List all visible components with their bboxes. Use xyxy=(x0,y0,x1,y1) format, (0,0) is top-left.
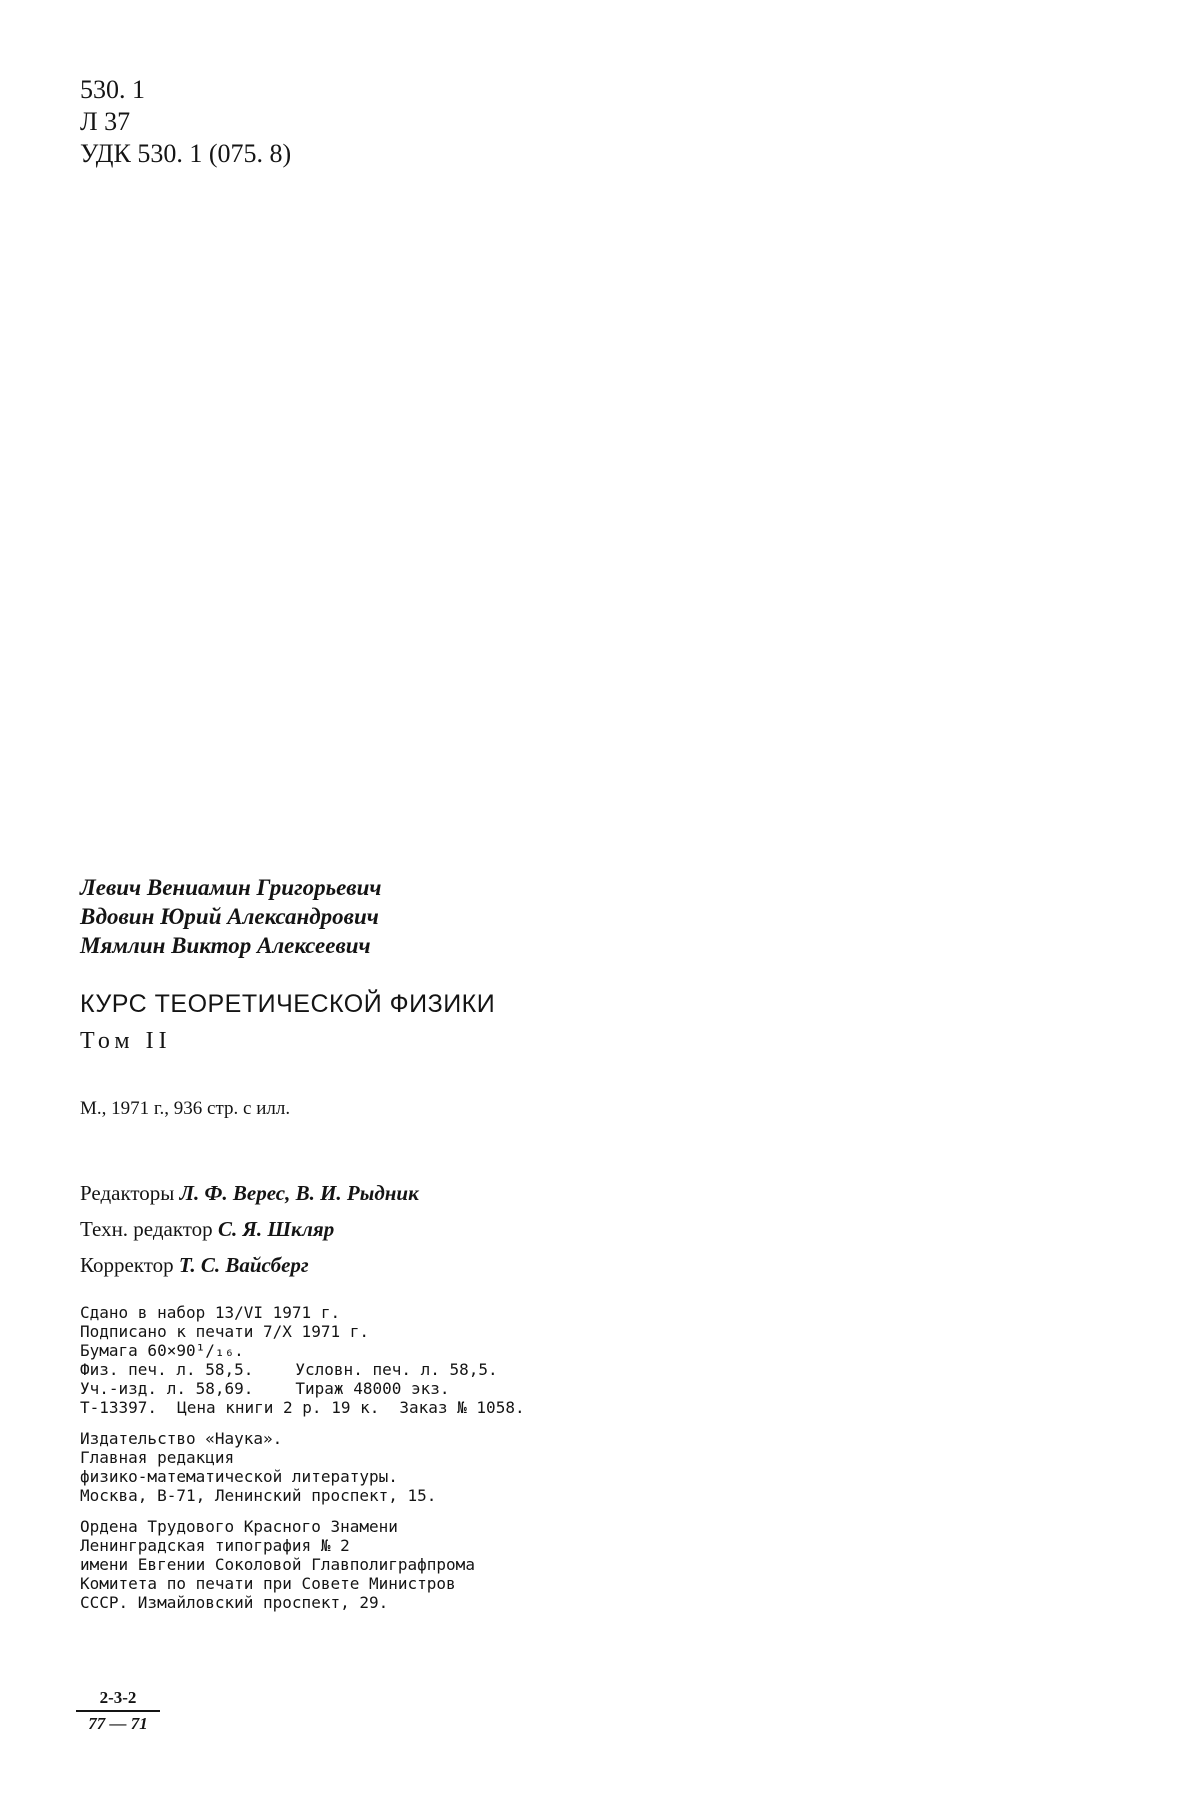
typesetting-date: Сдано в набор 13/VI 1971 г. xyxy=(80,1303,341,1322)
classification-codes xyxy=(80,74,291,170)
printer-line: Комитета по печати при Совете Министров xyxy=(80,1574,456,1593)
author-name: Вдовин Юрий Александрович xyxy=(80,904,379,929)
publisher-line: Москва, В-71, Ленинский проспект, 15. xyxy=(80,1486,437,1505)
publication-imprint: М., 1971 г., 936 стр. с илл. xyxy=(80,1098,291,1119)
printer-line: СССР. Измайловский проспект, 29. xyxy=(80,1593,389,1612)
printer-line: Ордена Трудового Красного Знамени xyxy=(80,1517,398,1536)
order-line xyxy=(80,1398,525,1417)
author-name: Левич Вениамин Григорьевич xyxy=(80,875,382,900)
author-name: Мямлин Виктор Алексеевич xyxy=(80,933,371,958)
book-price: Цена книги 2 р. 19 к. xyxy=(177,1398,380,1417)
proofreader-name: Т. С. Вайсберг xyxy=(178,1253,309,1277)
author-list xyxy=(80,873,381,960)
book-title: КУРС ТЕОРЕТИЧЕСКОЙ ФИЗИКИ xyxy=(80,990,496,1018)
proofreader-row xyxy=(80,1247,419,1283)
proofreader-label: Корректор xyxy=(80,1253,174,1277)
index-fraction xyxy=(76,1688,160,1734)
catalog-code: Т-13397. xyxy=(80,1398,158,1417)
editors-row xyxy=(80,1175,419,1211)
library-code: 530. 1 xyxy=(80,75,145,104)
volume-number: Том II xyxy=(80,1028,172,1054)
tech-editor-row xyxy=(80,1211,419,1247)
printer-block xyxy=(80,1517,525,1612)
sheets-line xyxy=(80,1360,525,1379)
printer-line: имени Евгении Соколовой Главполиграфпрома xyxy=(80,1555,475,1574)
publisher-line: физико-математической литературы. xyxy=(80,1467,398,1486)
fraction-numerator: 2-3-2 xyxy=(76,1688,160,1712)
fraction-denominator: 77 — 71 xyxy=(88,1714,148,1733)
publisher-sheets: Уч.-изд. л. 58,69. xyxy=(80,1379,254,1398)
udc-code: УДК 530. 1 (075. 8) xyxy=(80,139,292,168)
physical-sheets: Физ. печ. л. 58,5. xyxy=(80,1360,254,1379)
print-details xyxy=(80,1303,525,1612)
order-number: Заказ № 1058. xyxy=(399,1398,525,1417)
signed-date: Подписано к печати 7/X 1971 г. xyxy=(80,1322,369,1341)
run-line xyxy=(80,1379,525,1398)
author-mark: Л 37 xyxy=(80,107,131,136)
tech-editor-name: С. Я. Шкляр xyxy=(217,1217,335,1241)
editorial-credits xyxy=(80,1175,419,1283)
editors-label: Редакторы xyxy=(80,1181,175,1205)
tech-editor-label: Техн. редактор xyxy=(80,1217,213,1241)
conditional-sheets: Условн. печ. л. 58,5. xyxy=(295,1360,498,1379)
editors-names: Л. Ф. Верес, В. И. Рыдник xyxy=(179,1181,419,1205)
printer-line: Ленинградская типография № 2 xyxy=(80,1536,350,1555)
publisher-line: Главная редакция xyxy=(80,1448,235,1467)
publisher-line: Издательство «Наука». xyxy=(80,1429,283,1448)
publisher-block xyxy=(80,1429,525,1505)
print-run: Тираж 48000 экз. xyxy=(295,1379,450,1398)
paper-format: Бумага 60×90¹/₁₆. xyxy=(80,1341,244,1360)
